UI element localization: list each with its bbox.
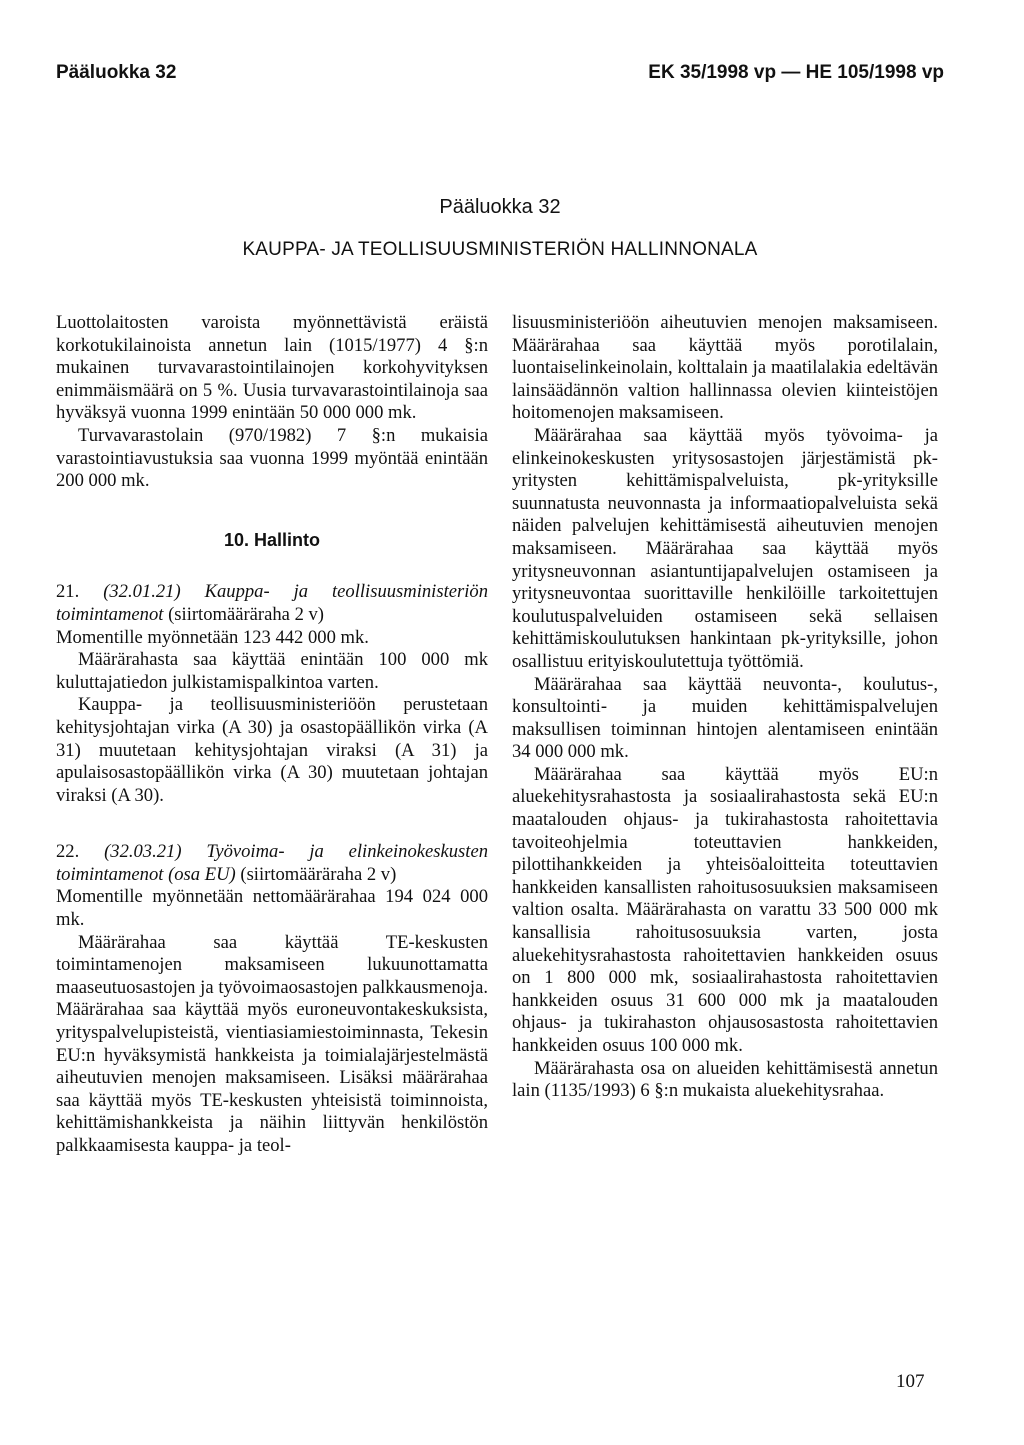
paragraph: lisuusministeriöön aiheutuvien menojen maksamiseen. Määrärahaa saa käyttää myös porotilalain, luontaiselinkeinolain, kolttalain ja maatilalakia edeltävän lainsäädännön valtion hallinnassa olevien kiinteistöjen hoitomenojen maksamiseen. (512, 312, 938, 424)
paragraph: Määrärahaa saa käyttää TE-keskusten toimintamenojen maksamiseen lukuunottamatta maaseutuosastojen ja työvoimaosastojen palkkausmenoja. Määrärahaa saa käyttää myös euroneuvontakeskuksista, yrityspalvelupisteistä, vientiasiamiestoiminnasta, Tekesin EU:n hyväksymistä hankkeista ja toimialajärjestelmästä aiheutuvien menojen maksamiseen. Lisäksi määrärahaa saa käyttää myös TE-keskusten yhteisistä toiminnoista, kehittämishankkeista ja näihin liittyvän henkilöstön palkkaamisesta kauppa- ja teol- (56, 931, 488, 1156)
paragraph: Määrärahaa saa käyttää myös työvoima- ja elinkeinokeskusten yritysosastojen järjestämistä pk-yritysten kehittämispalveluista, pk-yrityksille suunnatusta neuvonnasta ja informaatiopalveluista sekä näiden palvelujen kehittämisestä aiheutuvien menojen maksamiseen. Määrärahaa saa käyttää myös yritysneuvonnan asiantuntijapalvelujen ostamiseen ja yritysneuvontaa suorittaville henkilöille tarkoitettujen koulutuspalveluiden ostamiseen sekä sellaisen kehittämiskoulutuksen hankintaan pk-yrityksille, johon osallistuu erityiskoulutettuja työttömiä. (512, 424, 938, 672)
item-number: 22. (56, 841, 80, 863)
paragraph: Luottolaitosten varoista myönnettävistä eräistä korkotukilainoista annetun lain (1015/1977) 4 §:n mukainen turvavarastointilainojen korkohyvityksen enimmäismäärä on 5 %. Uusia turvavarastointilainoja saa hyväksyä vuonna 1999 enintään 50 000 000 mk. (56, 312, 488, 424)
item-title: Työvoima- ja elinkeinokeskusten toimintamenot (osa EU) (56, 841, 489, 885)
paragraph: Kauppa- ja teollisuusministeriöön perustetaan kehitysjohtajan virka (A 30) ja osastopäällikön virka (A 31) muutetaan kehitysjohtajan viraksi (A 31) ja apulaisosastopäällikön virka (A 30) muutetaan johtajan viraksi (A 30). (56, 694, 488, 806)
paragraph: Määrärahaa saa käyttää myös EU:n aluekehitysrahastosta ja sosiaalirahastosta sekä EU:n maatalouden ohjaus- ja tukirahastosta rahoitettavia tavoiteohjelmia toteuttavien hankkeiden, pilottihankkeiden ja yhteisöaloitteita toteuttavien hankkeiden kansallisten rahoitusosuuksien maksamiseen valtion osalta. Määrärahasta on varattu 33 500 000 mk kansallisia rahoitusosuuksia varten, josta aluekehitysrahastosta rahoitettavien hankkeiden osuus on 1 800 000 mk, sosiaalirahastosta rahoitettavien hankkeiden osuus 31 600 000 mk ja maatalouden ohjaus- ja tukirahaston ohjausosastosta rahoitettavien hankkeiden osuus 100 000 mk. (512, 763, 938, 1056)
paragraph: Määrärahaa saa käyttää neuvonta-, koulutus-, konsultointi- ja muiden kehittämispalvelujen maksullisen toiminnan hintojen alentamiseen enintään 34 000 000 mk. (512, 673, 938, 763)
paragraph: Momentille myönnetään nettomäärärahaa 194 024 000 mk. (56, 886, 488, 931)
paragraph: Turvavarastolain (970/1982) 7 §:n mukaisia varastointiavustuksia saa vuonna 1999 myöntää enintään 200 000 mk. (56, 424, 488, 492)
section-heading: 10. Hallinto (223, 529, 321, 550)
page-number: 107 (896, 1371, 925, 1392)
right-column (512, 312, 938, 1103)
item-type: (siirtomääräraha 2 v) (168, 603, 324, 625)
page-subtitle: KAUPPA- JA TEOLLISUUSMINISTERIÖN HALLINNONALA (242, 239, 758, 260)
item-heading-22 (56, 841, 488, 886)
left-column (56, 312, 488, 1158)
title-block (56, 196, 944, 261)
item-number: 21. (56, 581, 80, 603)
header-left: Pääluokka 32 (56, 62, 177, 83)
page-title: Pääluokka 32 (439, 196, 561, 218)
paragraph: Momentille myönnetään 123 442 000 mk. (56, 626, 369, 648)
item-code: (32.01.21) (103, 581, 181, 603)
item-type: (siirtomääräraha 2 v) (240, 863, 397, 885)
item-code: (32.03.21) (104, 841, 182, 863)
header-right: EK 35/1998 vp — HE 105/1998 vp (648, 62, 944, 83)
item-title: Kauppa- ja teollisuusministeriön toimintamenot (56, 581, 488, 625)
paragraph: Määrärahasta osa on alueiden kehittämisestä annetun lain (1135/1993) 6 §:n mukaista aluekehitysrahaa. (512, 1057, 938, 1102)
item-heading-21 (56, 581, 488, 626)
paragraph: Määrärahasta saa käyttää enintään 100 000 mk kuluttajatiedon julkistamispalkintoa varten. (56, 649, 488, 693)
